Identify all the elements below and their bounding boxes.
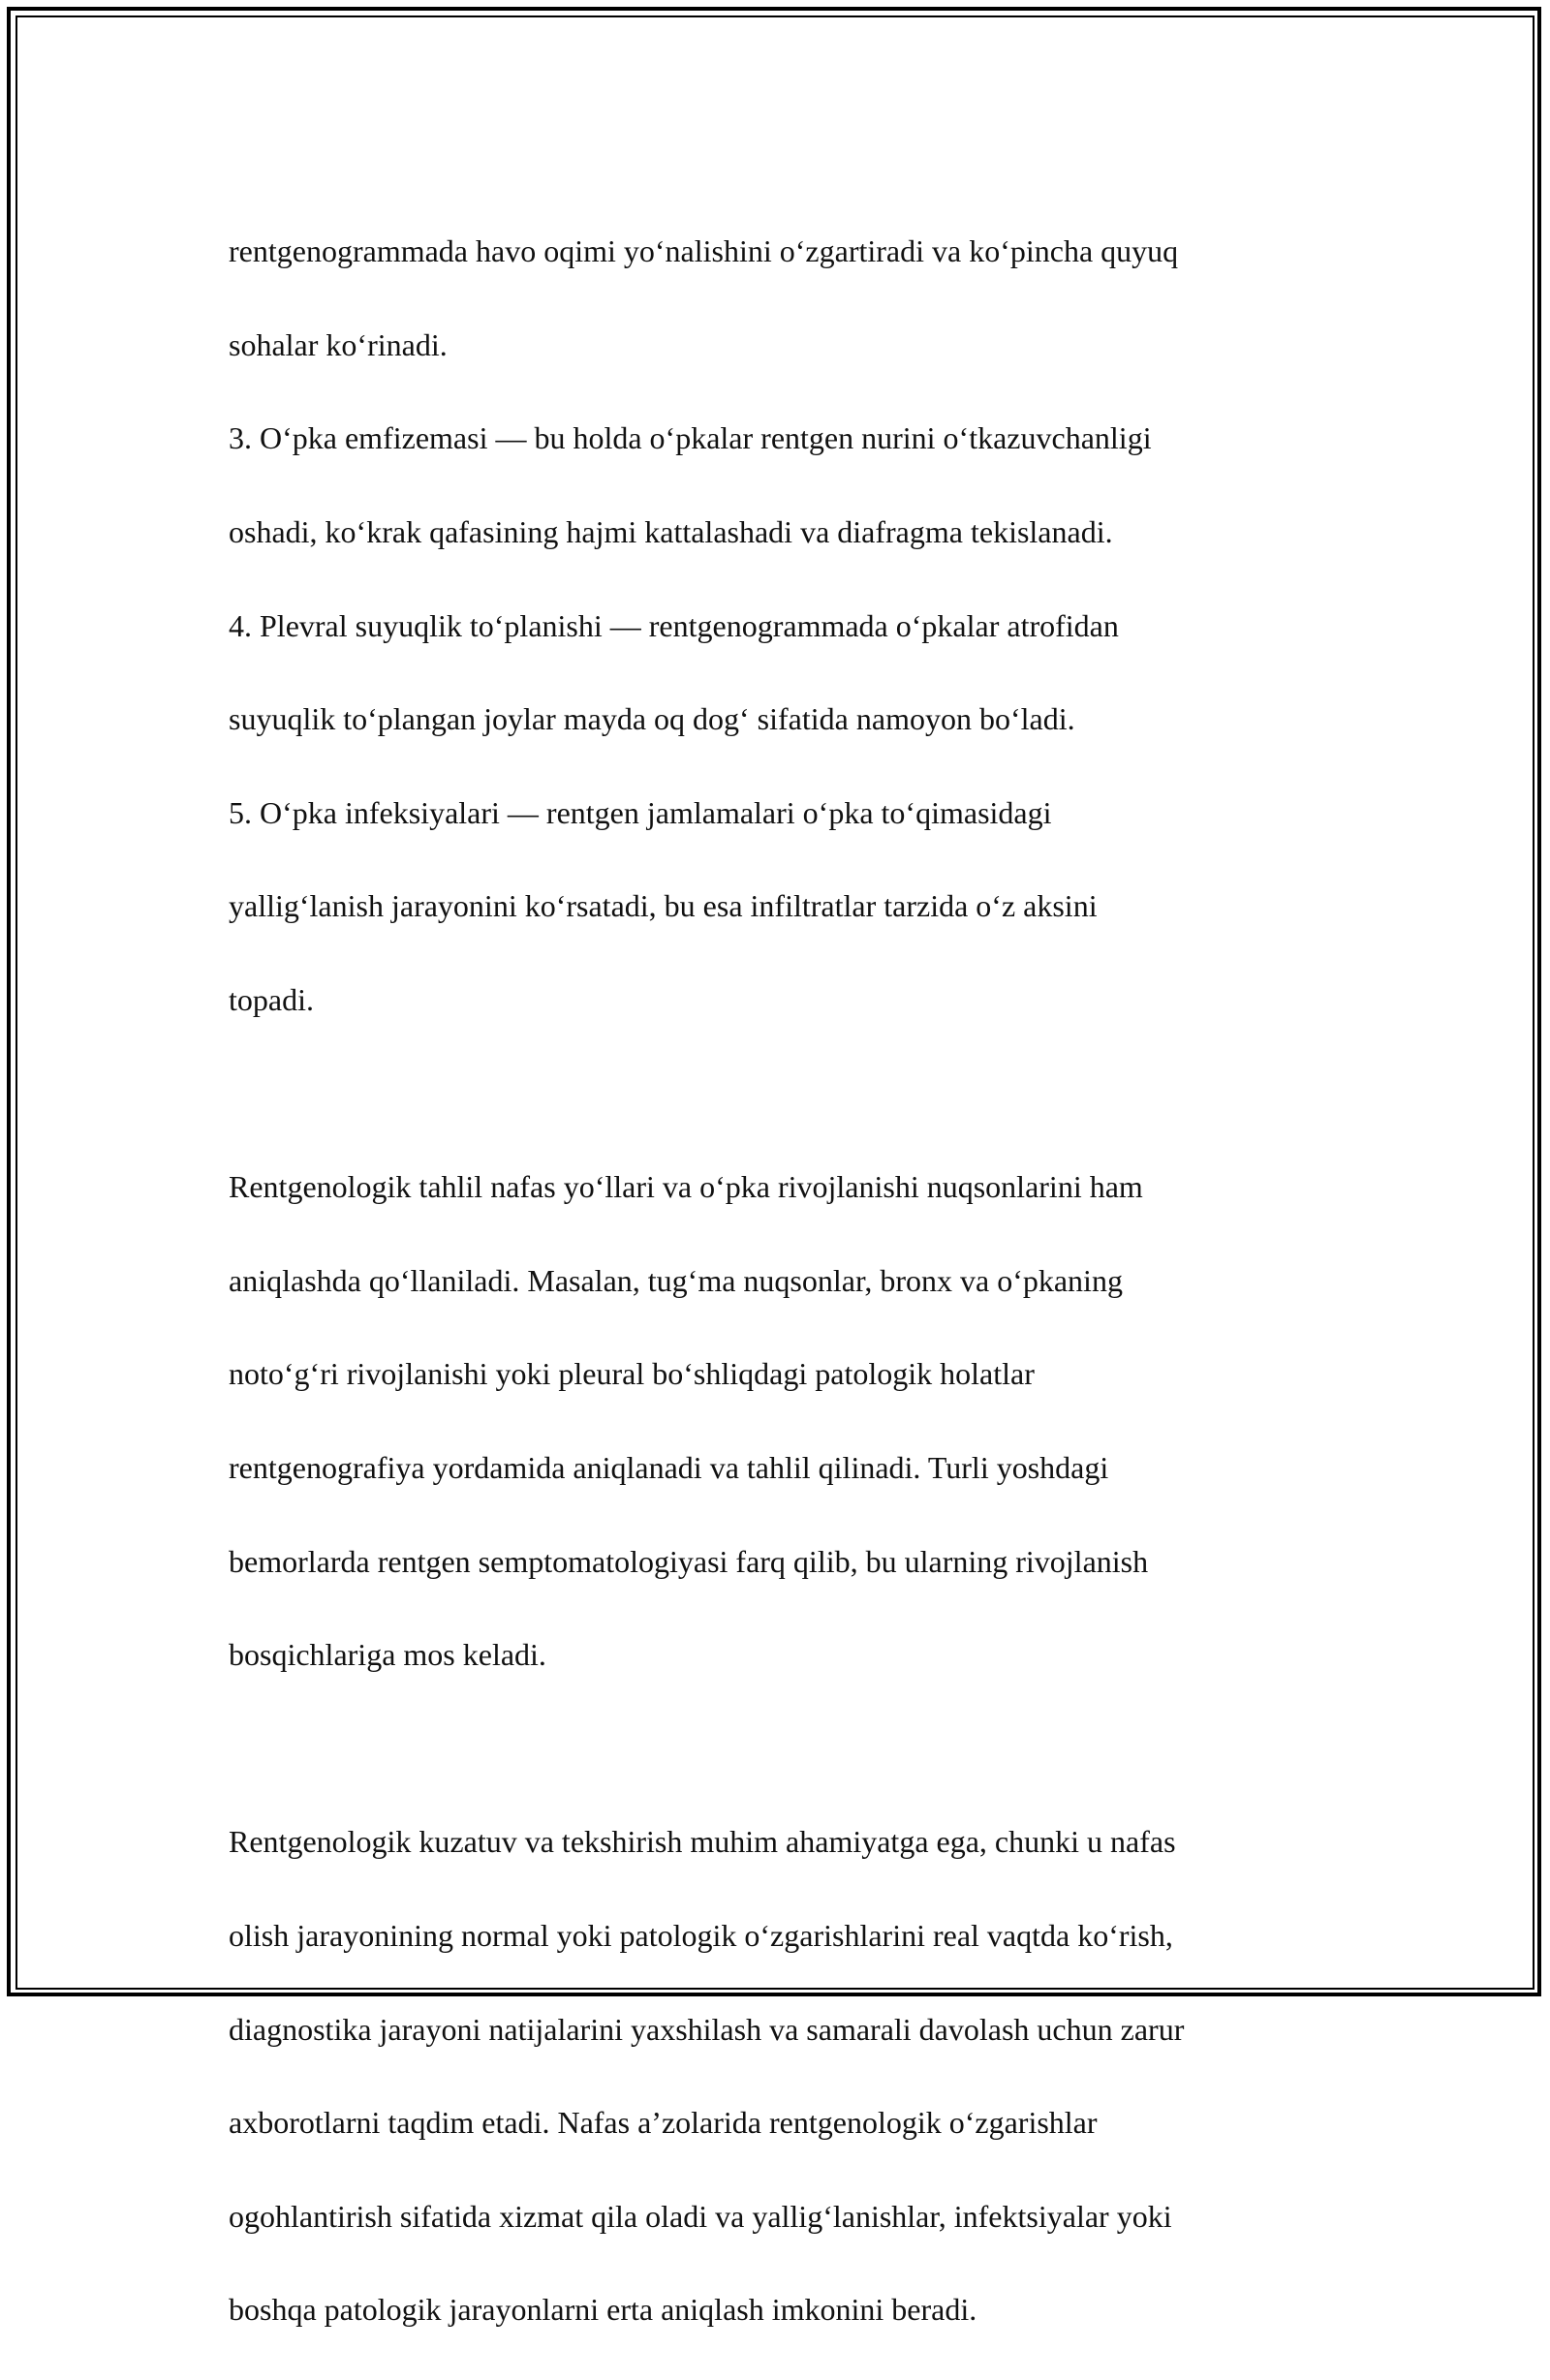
text-line: bosqichlariga mos keladi. <box>229 1637 546 1673</box>
text-line: noto‘g‘ri rivojlanishi yoki pleural bo‘shliqdagi patologik holatlar <box>229 1356 1035 1392</box>
text-line: bemorlarda rentgen semptomatologiyasi farq qilib, bu ularning rivojlanish <box>229 1543 1149 1579</box>
text-line: topadi. <box>229 982 314 1018</box>
text-line: axborotlarni taqdim etadi. Nafas a’zolarida rentgenologik o‘zgarishlar <box>229 2105 1098 2141</box>
paragraph-monitoring <box>229 1772 1333 2380</box>
text-line: olish jarayonining normal yoki patologik o‘zgarishlarini real vaqtda ko‘rish, <box>229 1917 1173 1953</box>
text-line: ogohlantirish sifatida xizmat qila oladi va yallig‘lanishlar, infektsiyalar yoki <box>229 2198 1172 2234</box>
text-line: 3. O‘pka emfizemasi — bu holda o‘pkalar rentgen nurini o‘tkazuvchanligi <box>229 420 1152 456</box>
document-body <box>229 181 1333 2380</box>
text-line: Rentgenologik kuzatuv va tekshirish muhim ahamiyatga ega, chunki u nafas <box>229 1824 1176 1860</box>
text-line: aniqlashda qo‘llaniladi. Masalan, tug‘ma nuqsonlar, bronx va o‘pkaning <box>229 1262 1123 1298</box>
paragraph-list-continuation <box>229 181 1333 1070</box>
text-line: sohalar ko‘rinadi. <box>229 326 448 362</box>
text-line: oshadi, ko‘krak qafasining hajmi kattalashadi va diafragma tekislanadi. <box>229 514 1113 550</box>
text-line: diagnostika jarayoni natijalarini yaxshilash va samarali davolash uchun zarur <box>229 2011 1185 2047</box>
text-line: rentgenografiya yordamida aniqlanadi va tahlil qilinadi. Turli yoshdagi <box>229 1450 1109 1486</box>
text-line: 5. O‘pka infeksiyalari — rentgen jamlamalari o‘pka to‘qimasidagi <box>229 794 1052 830</box>
paragraph-development-defects <box>229 1117 1333 1725</box>
text-line: yallig‘lanish jarayonini ko‘rsatadi, bu esa infiltratlar tarzida o‘z aksini <box>229 888 1098 924</box>
text-line: 4. Plevral suyuqlik to‘planishi — rentgenogrammada o‘pkalar atrofidan <box>229 607 1119 643</box>
text-line: suyuqlik to‘plangan joylar mayda oq dog‘ sifatida namoyon bo‘ladi. <box>229 701 1075 737</box>
text-line: boshqa patologik jarayonlarni erta aniqlash imkonini beradi. <box>229 2292 977 2328</box>
text-line: Rentgenologik tahlil nafas yo‘llari va o‘pka rivojlanishi nuqsonlarini ham <box>229 1169 1143 1205</box>
text-line: rentgenogrammada havo oqimi yo‘nalishini o‘zgartiradi va ko‘pincha quyuq <box>229 233 1179 269</box>
